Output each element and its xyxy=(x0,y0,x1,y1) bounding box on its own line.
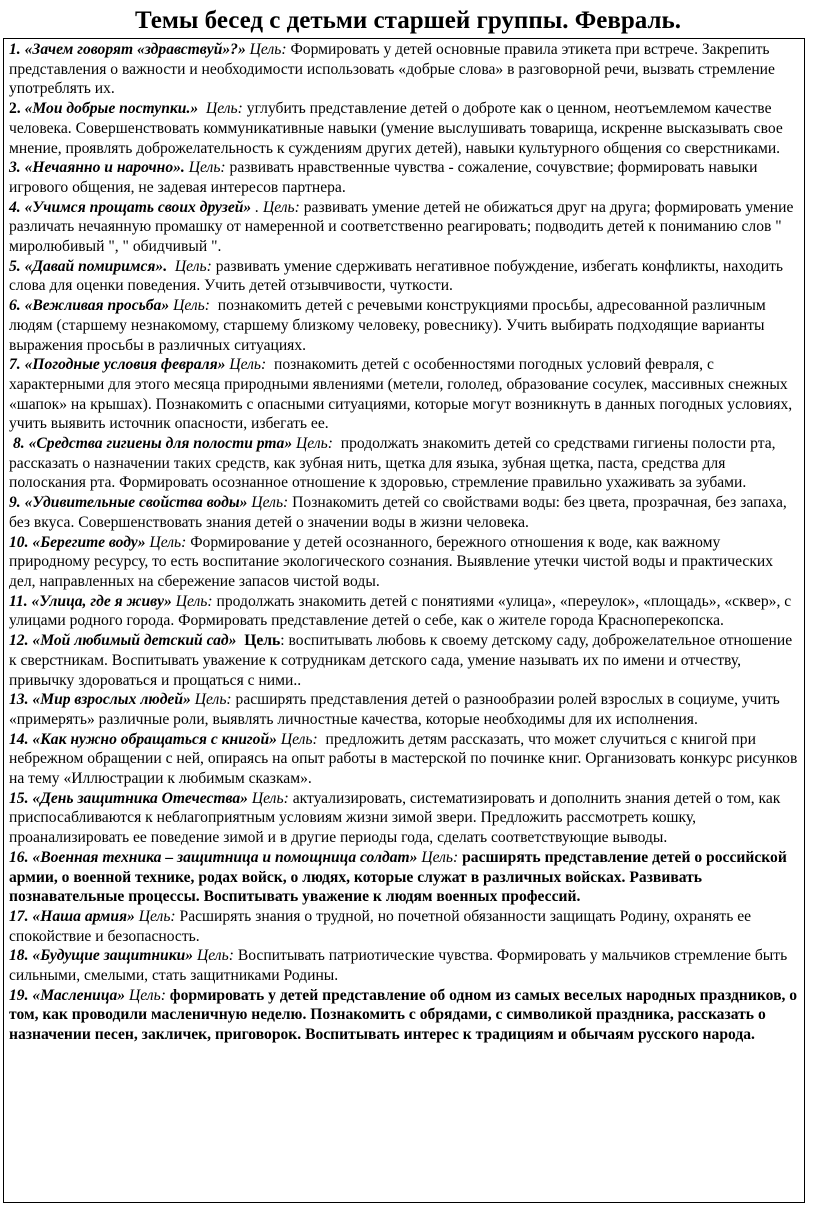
topic-title: «Мой любимый детский сад» xyxy=(32,632,237,650)
topic-entry-3 xyxy=(9,158,798,197)
topic-text: развивать нравственные чувства - сожаление, сочувствие; формировать навыки игрового общения, не задевая интересов партнера. xyxy=(9,159,758,196)
topic-entry-17 xyxy=(9,907,798,946)
topic-number: 3. xyxy=(9,159,21,177)
topic-text: познакомить детей с речевыми конструкциями просьбы, адресованной различным людям (старшему незнакомому, старшему близкому человеку, ровеснику). Учить выбирать подходящие варианты выражения просьбы в различных ситуациях. xyxy=(9,297,766,354)
goal-label: Цель: xyxy=(249,41,287,58)
topic-number: 7. xyxy=(9,356,21,374)
topic-number: 8. xyxy=(13,435,25,453)
topic-title: «Как нужно обращаться с книгой» xyxy=(32,730,277,748)
goal-label: Цель: xyxy=(149,533,187,551)
topic-text: Расширять знания о трудной, но почетной обязанности защищать Родину, охранять ее спокойствие и безопасность. xyxy=(9,907,752,945)
goal-label: . Цель: xyxy=(255,198,300,216)
topic-text: : воспитывать любовь к своему детскому саду, доброжелательное отношение к сверстникам. Воспитывать уважение к сотрудникам детского сада, умение называть их по имени и отчеству, привычку здороваться и прощаться с ними.. xyxy=(9,632,793,689)
goal-label: Цель: xyxy=(251,789,289,807)
topic-text: Формировать у детей основные правила этикета при встрече. Закрепить представления о важности и необходимости использовать «добрые слова» в разговорной речи, вызвать стремление употреблять их. xyxy=(9,41,775,98)
topic-number: 13. xyxy=(9,691,29,709)
topic-number: 14. xyxy=(9,730,29,748)
topic-title: «День защитника Отечества» xyxy=(32,789,248,807)
topic-number: 11. xyxy=(9,592,28,610)
topic-entry-5 xyxy=(9,257,798,296)
topic-number: 5. xyxy=(9,257,21,275)
topic-number: 19. xyxy=(9,986,29,1004)
goal-label: Цель: xyxy=(280,730,318,748)
topic-title: «Нечаянно и нарочно». xyxy=(24,159,185,177)
topic-title: «Удивительные свойства воды» xyxy=(24,494,248,512)
goal-label: Цель xyxy=(244,632,281,650)
goal-label: Цель: xyxy=(175,592,213,610)
topic-number: 16. xyxy=(9,848,29,866)
topic-text: продолжать знакомить детей со средствами гигиены полости рта, рассказать о назначении таких средств, как зубная нить, щетка для языка, зубная щетка, паста, средства для полоскания рта. Формировать осознанное отношение к здоровью, стремление правильно ухаживать за зубами. xyxy=(9,435,776,492)
topic-text: Формирование у детей осознанного, бережного отношения к воде, как важному природному ресурсу, то есть воспитание экологического сознания. Выявление утечки чистой воды и практических дел, направленных на сбережение запасов чистой воды. xyxy=(9,533,774,590)
topic-text: развивать умение детей не обижаться друг на друга; формировать умение различать нечаянную промашку от намеренной и соответственно реагировать; подводить детей к пониманию слов " миролюбивый ", " обидчивый ". xyxy=(9,198,794,256)
topic-text: продолжать знакомить детей с понятиями «улица», «переулок», «площадь», «сквер», с улицами родного города. Формировать представление детей о себе, как о жителе города Красноперекопска. xyxy=(9,592,792,630)
topic-number: 2. xyxy=(9,100,21,118)
goal-label: Цель: xyxy=(251,494,289,512)
topic-title: «Берегите воду» xyxy=(32,533,146,551)
goal-label: Цель: xyxy=(138,907,176,925)
topic-title: «Мир взрослых людей» xyxy=(32,691,191,709)
topic-text: расширять представление детей о российской армии, о военной технике, родах войск, о людях, которые служат в различных войсках. Развивать познавательные процессы. Воспитывать уважение к людям военных профессий. xyxy=(9,848,787,906)
goal-label: Цель: xyxy=(296,435,333,453)
topic-text: расширять представления детей о разнообразии ролей взрослых в социуме, учить «примерять» различные роли, выявлять личностные качества, которые необходимы для их исполнения. xyxy=(9,691,780,728)
topic-title: «Улица, где я живу» xyxy=(31,592,172,610)
topic-number: 15. xyxy=(9,789,29,807)
topic-title: «Наша армия» xyxy=(32,907,135,925)
topic-entry-10 xyxy=(9,533,798,592)
topic-number: 10. xyxy=(9,533,29,551)
topic-text: углубить представление детей о доброте как о ценном, неотъемлемом качестве человека. Совершенствовать коммуникативные навыки (умение выслушивать товарища, искренне высказывать свое мнение, проявлять доброжелательность к суждениям других детей), навыки культурного общения со сверстниками. xyxy=(9,100,783,157)
topic-text: Воспитывать патриотические чувства. Формировать у мальчиков стремление быть сильными, смелыми, стать защитниками Родины. xyxy=(9,947,788,985)
goal-label: Цель: xyxy=(188,159,226,177)
topic-text: актуализировать, систематизировать и дополнить знания детей о том, как приспосабливаются к неблагоприятным условиям жизни зимой звери. Предложить рассмотреть кошку, проанализировать ее поведение зимой и в другие периоды года, сделать соответствующие выводы. xyxy=(9,789,781,847)
topic-entry-1 xyxy=(9,40,798,99)
topic-entry-9 xyxy=(9,493,798,532)
topic-title: «Давай помиримся». xyxy=(24,257,168,275)
topic-title: «Будущие защитники» xyxy=(32,947,194,965)
topic-entry-16 xyxy=(9,848,798,907)
topic-title: «Учимся прощать своих друзей» xyxy=(24,198,252,216)
topic-text: познакомить детей с особенностями погодных условий февраля, с характерными для этого месяца природными явлениями (метели, гололед, образование сосулек, массивных снежных «шапок» на крышах). Познакомить с опасными ситуациями, которые могут возникнуть в данных погодных условиях, учить выявить источник опасности, избегать ее. xyxy=(9,356,793,433)
topic-title: «Зачем говорят «здравствуй»?» xyxy=(24,41,246,58)
topic-entry-19 xyxy=(9,986,798,1045)
topic-entry-8 xyxy=(9,434,798,493)
topic-text: Познакомить детей со свойствами воды: без цвета, прозрачная, без запаха, без вкуса. Совершенствовать знания детей о значении воды в жизни человека. xyxy=(9,494,787,531)
topic-title: «Мои добрые поступки.» xyxy=(24,100,199,118)
topic-text: предложить детям рассказать, что может случиться с книгой при небрежном обращении с ней, опираясь на опыт работы в мастерской по починке книг. Организовать конкурс рисунков на тему «Иллюстрации к любимым сказкам». xyxy=(9,730,798,788)
topic-title: «Средства гигиены для полости рта» xyxy=(28,435,293,453)
goal-label: Цель: xyxy=(229,356,267,374)
topic-text: развивать умение сдерживать негативное побуждение, избегать конфликты, находить слова для оценки поведения. Учить детей отзывчивости, чуткости. xyxy=(9,257,783,295)
topic-title: «Военная техника – защитница и помощница солдат» xyxy=(32,848,418,866)
topic-entry-18 xyxy=(9,946,798,985)
topic-title: 1. xyxy=(9,41,21,58)
topic-entry-14 xyxy=(9,730,798,789)
topic-number: 18. xyxy=(9,947,29,965)
topic-number: 4. xyxy=(9,198,21,216)
topic-entry-12 xyxy=(9,631,798,690)
topic-number: 12. xyxy=(9,632,29,650)
goal-label: Цель: xyxy=(197,947,234,965)
goal-label: Цель: xyxy=(194,691,232,709)
topic-text: формировать у детей представление об одном из самых веселых народных праздников, о том, как проводили масленичную неделю. Познакомить с обрядами, с символикой праздника, рассказать о назначении песен, закличек, приговорок. Воспитывать интерес к традициям и обычаям русского народа. xyxy=(9,986,798,1044)
topic-entry-2 xyxy=(9,99,798,158)
topic-entry-4 xyxy=(9,198,798,257)
goal-label: Цель: xyxy=(129,986,166,1004)
topic-number: 6. xyxy=(9,297,21,315)
goal-label: Цель: xyxy=(205,100,243,118)
topic-entry-6 xyxy=(9,296,798,355)
topic-entry-15 xyxy=(9,789,798,848)
topic-number: 17. xyxy=(9,907,29,925)
goal-label: Цель: xyxy=(421,848,459,866)
topic-title: «Погодные условия февраля» xyxy=(24,356,226,374)
topic-title: «Вежливая просьба» xyxy=(24,297,170,315)
goal-label: Цель: xyxy=(174,257,212,275)
topics-box xyxy=(3,38,805,1203)
goal-label: Цель: xyxy=(173,297,210,315)
topic-entry-7 xyxy=(9,355,798,434)
topic-number: 9. xyxy=(9,494,21,512)
topic-entry-11 xyxy=(9,592,798,631)
page-title: Темы бесед с детьми старшей группы. Февраль. xyxy=(135,7,681,34)
topic-title: «Масленица» xyxy=(32,986,126,1004)
topic-entry-13 xyxy=(9,690,798,729)
